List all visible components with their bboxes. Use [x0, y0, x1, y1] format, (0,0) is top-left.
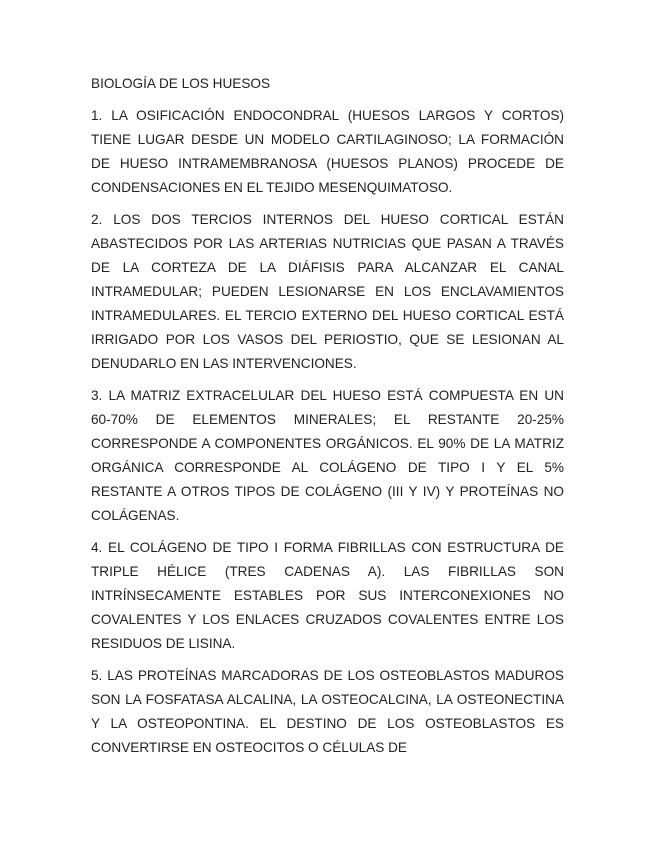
document-page	[91, 72, 564, 768]
paragraph-4: 4. EL COLÁGENO DE TIPO I FORMA FIBRILLAS CON ESTRUCTURA DE TRIPLE HÉLICE (TRES CADENAS A). LAS FIBRILLAS SON INTRÍNSECAMENTE ESTABLES POR SUS INTERCONEXIONES NO COVALENTES Y LOS ENLACES CRUZADOS COVALENTES ENTRE LOS RESIDUOS DE LISINA.	[91, 540, 564, 651]
paragraph-3: 3. LA MATRIZ EXTRACELULAR DEL HUESO ESTÁ COMPUESTA EN UN 60-70% DE ELEMENTOS MINERALES; EL RESTANTE 20-25% CORRESPONDE A COMPONENTES ORGÁNICOS. EL 90% DE LA MATRIZ ORGÁNICA CORRESPONDE AL COLÁGENO DE TIPO I Y EL 5% RESTANTE A OTROS TIPOS DE COLÁGENO (III Y IV) Y PROTEÍNAS NO COLÁGENAS.	[91, 388, 564, 523]
paragraph-5: 5. LAS PROTEÍNAS MARCADORAS DE LOS OSTEOBLASTOS MADUROS SON LA FOSFATASA ALCALINA, LA OSTEOCALCINA, LA OSTEONECTINA Y LA OSTEOPONTINA. EL DESTINO DE LOS OSTEOBLASTOS ES CONVERTIRSE EN OSTEOCITOS O CÉLULAS DE	[91, 668, 564, 755]
paragraph-2: 2. LOS DOS TERCIOS INTERNOS DEL HUESO CORTICAL ESTÁN ABASTECIDOS POR LAS ARTERIAS NUTRICIAS QUE PASAN A TRAVÉS DE LA CORTEZA DE LA DIÁFISIS PARA ALCANZAR EL CANAL INTRAMEDULAR; PUEDEN LESIONARSE EN LOS ENCLAVAMIENTOS INTRAMEDULARES. EL TERCIO EXTERNO DEL HUESO CORTICAL ESTÁ IRRIGADO POR LOS VASOS DEL PERIOSTIO, QUE SE LESIONAN AL DENUDARLO EN LAS INTERVENCIONES.	[91, 212, 564, 371]
document-title: BIOLOGÍA DE LOS HUESOS	[91, 76, 271, 91]
paragraph-1: 1. LA OSIFICACIÓN ENDOCONDRAL (HUESOS LARGOS Y CORTOS) TIENE LUGAR DESDE UN MODELO CARTILAGINOSO; LA FORMACIÓN DE HUESO INTRAMEMBRANOSA (HUESOS PLANOS) PROCEDE DE CONDENSACIONES EN EL TEJIDO MESENQUIMATOSO.	[91, 108, 564, 195]
